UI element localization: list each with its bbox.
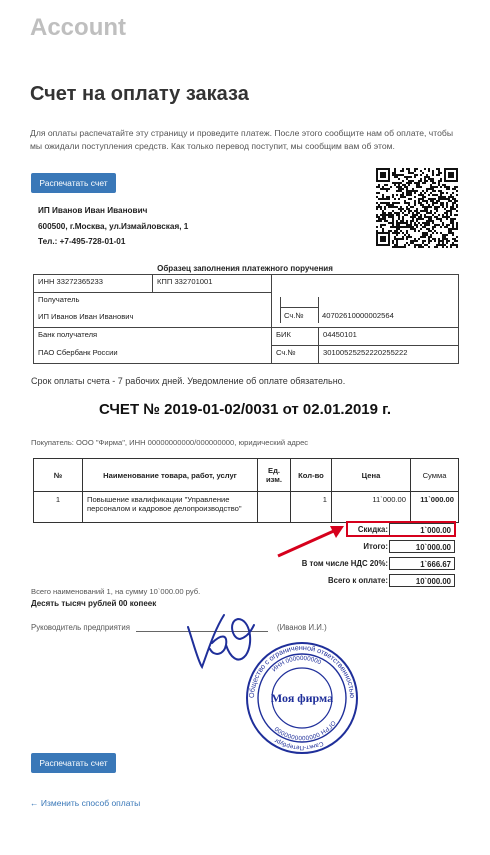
row-name: Повышение квалификации "Управление персоналом и кадровое делопроизводство"	[83, 492, 258, 523]
payment-terms: Срок оплаты счета - 7 рабочих дней. Уведомление об оплате обязательно.	[31, 376, 346, 386]
account-label: Сч.№	[284, 311, 304, 320]
bik-value: 04450101	[319, 328, 459, 346]
items-table	[33, 458, 459, 523]
payee-address: 600500, г.Москва, ул.Измайловская, 1	[38, 222, 189, 231]
row-price: 11`000.00	[332, 492, 411, 523]
row-sum: 11`000.00	[411, 492, 459, 523]
vat-label: В том числе НДС 20%:	[301, 559, 388, 568]
items-summary: Всего наименований 1, на сумму 10`000.00 руб.	[31, 587, 201, 596]
col-num: №	[34, 459, 83, 492]
total-value: 10`000.00	[389, 540, 455, 553]
app-title: Account	[30, 14, 126, 41]
col-unit: Ед. изм.	[258, 459, 291, 492]
print-invoice-button-top[interactable]: Распечатать счет	[31, 173, 116, 193]
stamp-ogrn: ОГРН 0000000000000	[273, 719, 337, 742]
discount-label: Скидка:	[357, 525, 388, 534]
discount-highlight-box	[346, 521, 456, 537]
col-name: Наименование товара, работ, услуг	[83, 459, 258, 492]
intro-text: Для оплаты распечатайте эту страницу и проведите платеж. После этого сообщите нам об оплате, чтобы мы ожидали поступления средств. Как только перевод поступит, мы сообщим вам об этом.	[30, 128, 454, 151]
recipient-label: Получатель	[34, 293, 272, 311]
sum-in-words: Десять тысяч рублей 00 копеек	[31, 599, 157, 608]
vat-value: 1`666.67	[389, 557, 455, 570]
col-price: Цена	[332, 459, 411, 492]
corr-label: Сч.№	[272, 346, 319, 364]
inn-cell: ИНН 33272365233	[34, 275, 153, 293]
table-row	[34, 492, 459, 523]
company-stamp	[244, 640, 360, 756]
head-name: (Иванов И.И.)	[277, 623, 327, 632]
print-invoice-button-bottom[interactable]: Распечатать счет	[31, 753, 116, 773]
stamp-inn: ИНН 0000000000	[270, 654, 323, 674]
stamp-center: Моя фирма	[270, 691, 334, 705]
payee-name: ИП Иванов Иван Иванович	[38, 206, 148, 215]
bank-value: ПАО Сбербанк России	[34, 346, 272, 364]
payment-sample-title: Образец заполнения платежного поручения	[157, 264, 333, 273]
payment-order-table	[33, 274, 459, 364]
red-arrow-icon	[270, 522, 350, 562]
stamp-top-text: Общество с ограниченной ответственностью	[246, 642, 358, 699]
col-qty: Кол-во	[291, 459, 332, 492]
discount-value: 1`000.00	[389, 523, 455, 536]
account-value: 40702610000002564	[322, 311, 394, 320]
bik-label: БИК	[272, 328, 319, 346]
invoice-title: СЧЕТ № 2019-01-02/0031 от 02.01.2019 г.	[98, 401, 392, 418]
payee-phone: Тел.: +7-495-728-01-01	[38, 237, 126, 246]
recipient-value: ИП Иванов Иван Иванович	[34, 310, 272, 328]
change-payment-link[interactable]: ← Изменить способ оплаты	[30, 798, 141, 808]
kpp-cell: КПП 332701001	[153, 275, 272, 293]
stamp-city: Санкт-Петербург	[273, 736, 325, 752]
row-num: 1	[34, 492, 83, 523]
bank-label: Банк получателя	[34, 328, 272, 346]
buyer-info: Покупатель: ООО "Фирма", ИНН 00000000000/000000000, юридический адрес	[31, 438, 309, 447]
row-unit	[258, 492, 291, 523]
qr-code	[376, 168, 458, 248]
row-qty: 1	[291, 492, 332, 523]
corr-value: 30100525252220255222	[319, 346, 459, 364]
total-label: Итого:	[363, 542, 388, 551]
due-value: 10`000.00	[389, 574, 455, 587]
due-label: Всего к оплате:	[328, 576, 388, 585]
head-label: Руководитель предприятия	[31, 623, 130, 632]
page-title: Счет на оплату заказа	[30, 83, 249, 105]
col-sum: Сумма	[411, 459, 459, 492]
